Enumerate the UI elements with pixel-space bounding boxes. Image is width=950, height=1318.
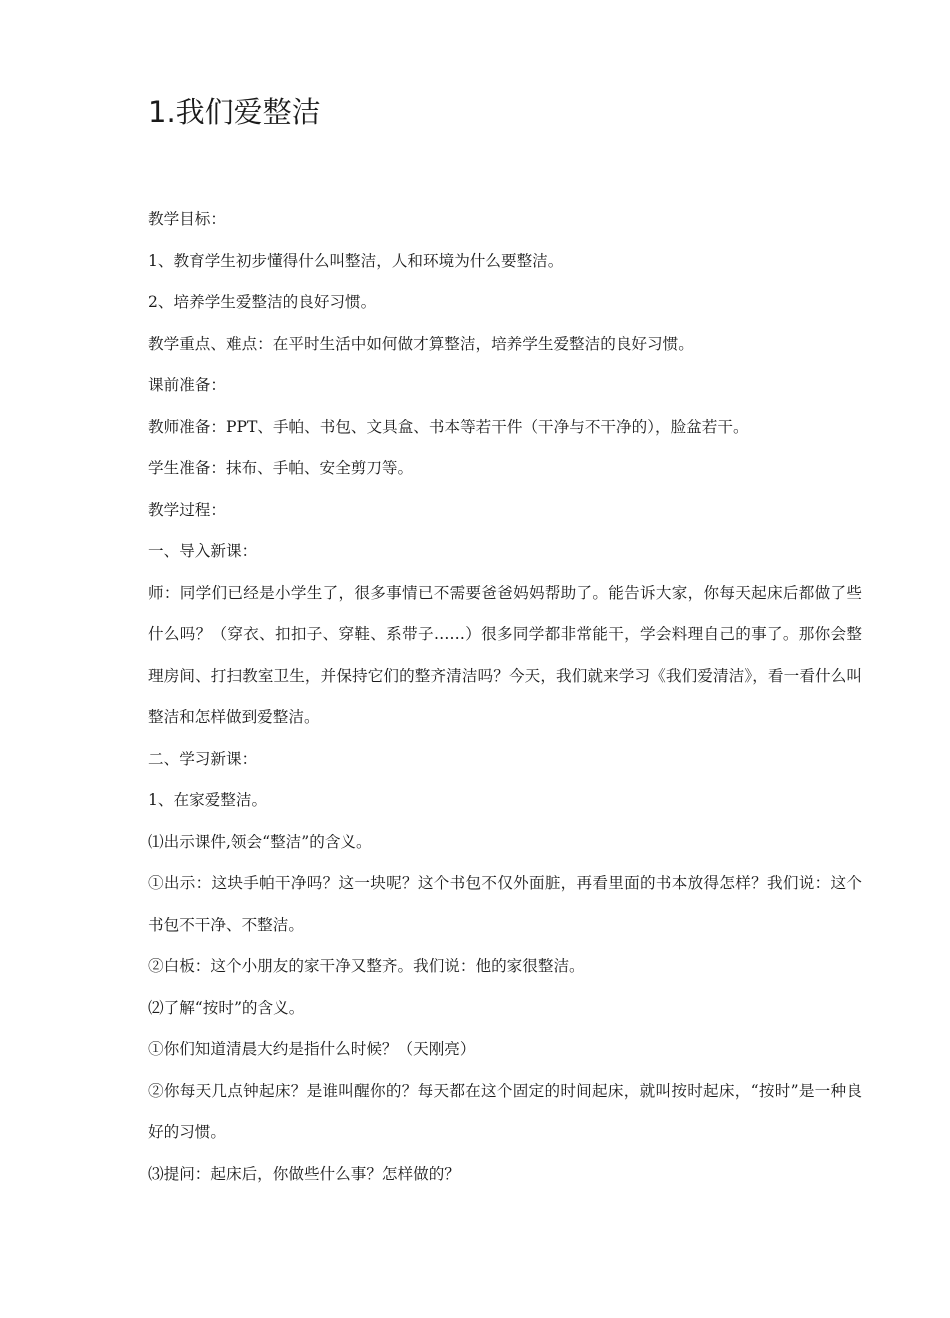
paragraph-section-1-heading: 一、导入新课： bbox=[148, 542, 258, 560]
paragraph-teacher-preparation: 教师准备：PPT、手帕、书包、文具盒、书本等若干件（干净与不干净的），脸盆若干。 bbox=[148, 417, 749, 436]
document-title: 1.我们爱整洁 bbox=[148, 95, 321, 129]
paragraph-process-heading: 教学过程： bbox=[148, 500, 226, 519]
paragraph-item-1: ⑴出示课件,领会“整洁”的含义。 bbox=[148, 832, 372, 851]
paragraph-introduction: 师：同学们已经是小学生了，很多事情已不需要爸爸妈妈帮助了。能告诉大家，你每天起床后都做了些什么吗？（穿衣、扣扣子、穿鞋、系带子……）很多同学都非常能干，学会料理自己的事了。那你会整理房间、打扫教室卫生，并保持它们的整齐清洁吗？今天，我们就来学习《我们爱清洁》，看一看什么叫整洁和怎样做到爱整洁。 bbox=[148, 583, 862, 726]
paragraph-item-1-b: ②白板：这个小朋友的家干净又整齐。我们说：他的家很整洁。 bbox=[148, 957, 585, 975]
paragraph-subsection-1: 1、在家爱整洁。 bbox=[148, 791, 268, 809]
paragraph-objectives-heading: 教学目标： bbox=[148, 210, 226, 228]
paragraph-section-2-heading: 二、学习新课： bbox=[148, 749, 258, 768]
paragraph-item-2: ⑵了解“按时”的含义。 bbox=[148, 998, 305, 1017]
paragraph-item-1-a: ①出示：这块手帕干净吗？这一块呢？这个书包不仅外面脏，再看里面的书本放得怎样？我们说：这个书包不干净、不整洁。 bbox=[148, 874, 862, 934]
paragraph-objective-1: 1、教育学生初步懂得什么叫整洁，人和环境为什么要整洁。 bbox=[148, 251, 564, 270]
paragraph-item-2-a: ①你们知道清晨大约是指什么时候？（天刚亮） bbox=[148, 1040, 476, 1058]
paragraph-key-points: 教学重点、难点：在平时生活中如何做才算整洁，培养学生爱整洁的良好习惯。 bbox=[148, 334, 694, 353]
paragraph-preparation-heading: 课前准备： bbox=[148, 376, 226, 394]
paragraph-objective-2: 2、培养学生爱整洁的良好习惯。 bbox=[148, 293, 377, 311]
paragraph-student-preparation: 学生准备：抹布、手帕、安全剪刀等。 bbox=[148, 459, 414, 477]
paragraph-item-3: ⑶提问：起床后，你做些什么事？怎样做的？ bbox=[148, 1164, 460, 1183]
paragraph-item-2-b: ②你每天几点钟起床？是谁叫醒你的？每天都在这个固定的时间起床，就叫按时起床，“按时”是一种良好的习惯。 bbox=[148, 1081, 862, 1141]
document-body bbox=[148, 199, 862, 1195]
